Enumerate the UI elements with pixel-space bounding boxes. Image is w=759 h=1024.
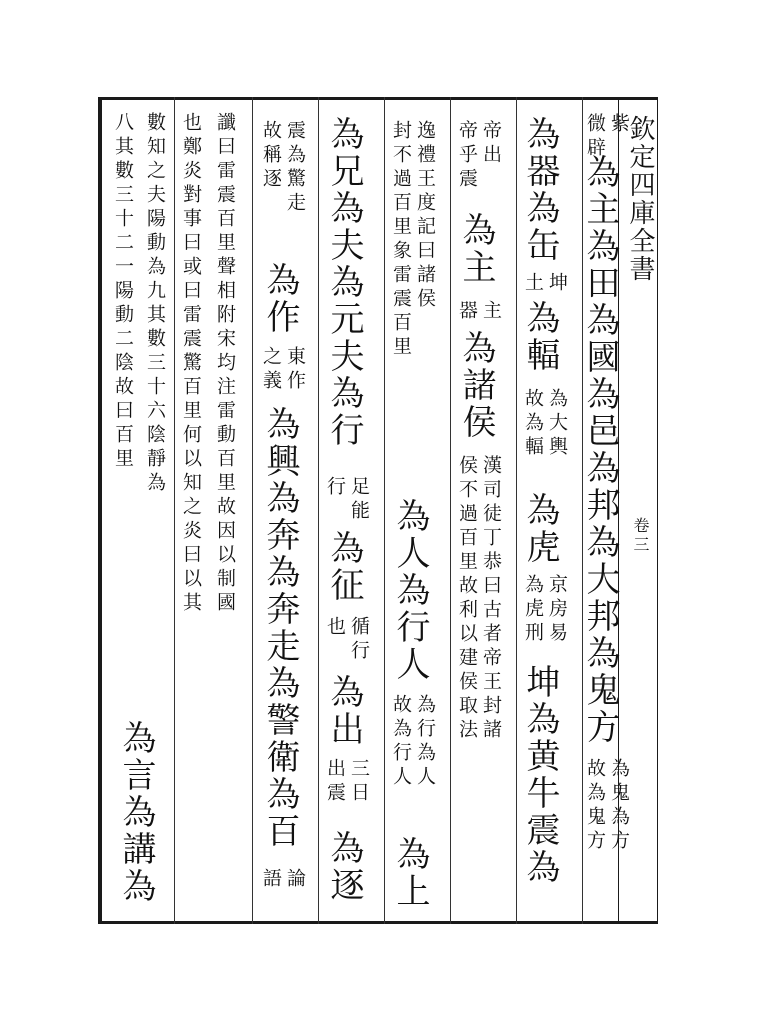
annotation-right: 循行	[348, 616, 370, 664]
main-text: 為主	[456, 212, 496, 286]
annotation-right: 三日	[348, 758, 370, 806]
column-rule	[450, 97, 451, 924]
main-text: 坤為黄牛震為	[520, 664, 560, 886]
main-text: 為征	[324, 530, 364, 604]
annotation-left: 土	[522, 272, 544, 296]
annotation-right: 為鬼為方	[608, 758, 630, 854]
main-text: 為逐	[324, 830, 364, 904]
main-text: 為出	[324, 674, 364, 748]
annotation-left: 也	[324, 616, 346, 640]
annotation-left: 侯不過百里故利以建侯取法	[456, 455, 478, 743]
annotation-right: 京房易	[546, 574, 568, 646]
column-rule	[318, 97, 319, 924]
annotation-right: 東作	[284, 346, 306, 394]
annotation-left: 故為鬼方	[584, 758, 606, 854]
annotation-right: 論	[284, 868, 306, 892]
annotation-left: 八其數三十二一陽動二陰故曰百里	[112, 112, 134, 472]
annotation-left: 封不過百里象雷震百里	[390, 120, 412, 360]
annotation-left: 之義	[260, 346, 282, 394]
annotation-left: 行	[324, 476, 346, 500]
main-text: 為諸侯	[456, 330, 496, 441]
annotation-left: 帝乎震	[456, 120, 478, 192]
main-text: 為虎	[520, 492, 560, 566]
annotation-left: 故為行人	[390, 694, 412, 790]
book-title: 欽定四庫全書	[625, 115, 655, 283]
volume-number: 卷三	[631, 517, 650, 555]
annotation-left: 故為輻	[522, 388, 544, 460]
annotation-right: 讖曰雷震百里聲相附宋均注雷動百里故因以制國	[214, 112, 236, 616]
column-rule	[252, 97, 253, 924]
annotation-right: 為大輿	[546, 388, 568, 460]
annotation-right: 數知之夫陽動為九其數三十六陰靜為	[144, 112, 166, 496]
annotation-left: 出震	[324, 758, 346, 806]
annotation-right: 足能	[348, 476, 370, 524]
column-rule	[174, 97, 175, 924]
annotation-left: 故稱逐	[260, 120, 282, 192]
column-rule	[516, 97, 517, 924]
annotation-right: 坤	[546, 272, 568, 296]
annotation-right: 震為驚走	[284, 120, 306, 216]
annotation-left: 也鄭炎對事曰或曰雷震驚百里何以知之炎曰以其	[180, 112, 202, 616]
main-text: 為上	[390, 836, 430, 910]
annotation-right: 主	[480, 300, 502, 324]
annotation-left: 微辟	[584, 113, 606, 161]
main-text: 為作	[260, 262, 300, 336]
main-text: 為輻	[520, 300, 560, 374]
annotation-left: 為虎刑	[522, 574, 544, 646]
annotation-left: 語	[260, 868, 282, 892]
annotation-right: 紫	[608, 113, 630, 137]
annotation-right: 帝出	[480, 120, 502, 168]
annotation-right: 為行為人	[414, 694, 436, 790]
annotation-left: 器	[456, 300, 478, 324]
main-text: 為器為缶	[520, 116, 560, 264]
column-rule	[384, 97, 385, 924]
annotation-right: 漢司徒丁恭曰古者帝王封諸	[480, 455, 502, 743]
main-text: 為兄為夫為元夫為行	[324, 116, 364, 449]
main-text: 為言為講為	[116, 720, 156, 905]
main-text: 為興為奔為奔走為警衛為百	[260, 406, 300, 850]
annotation-right: 逸禮王度記曰諸侯	[414, 120, 436, 312]
main-text: 為主為田為國為邑為邦為大邦為鬼方	[580, 154, 620, 746]
main-text: 為人為行人	[390, 498, 430, 683]
